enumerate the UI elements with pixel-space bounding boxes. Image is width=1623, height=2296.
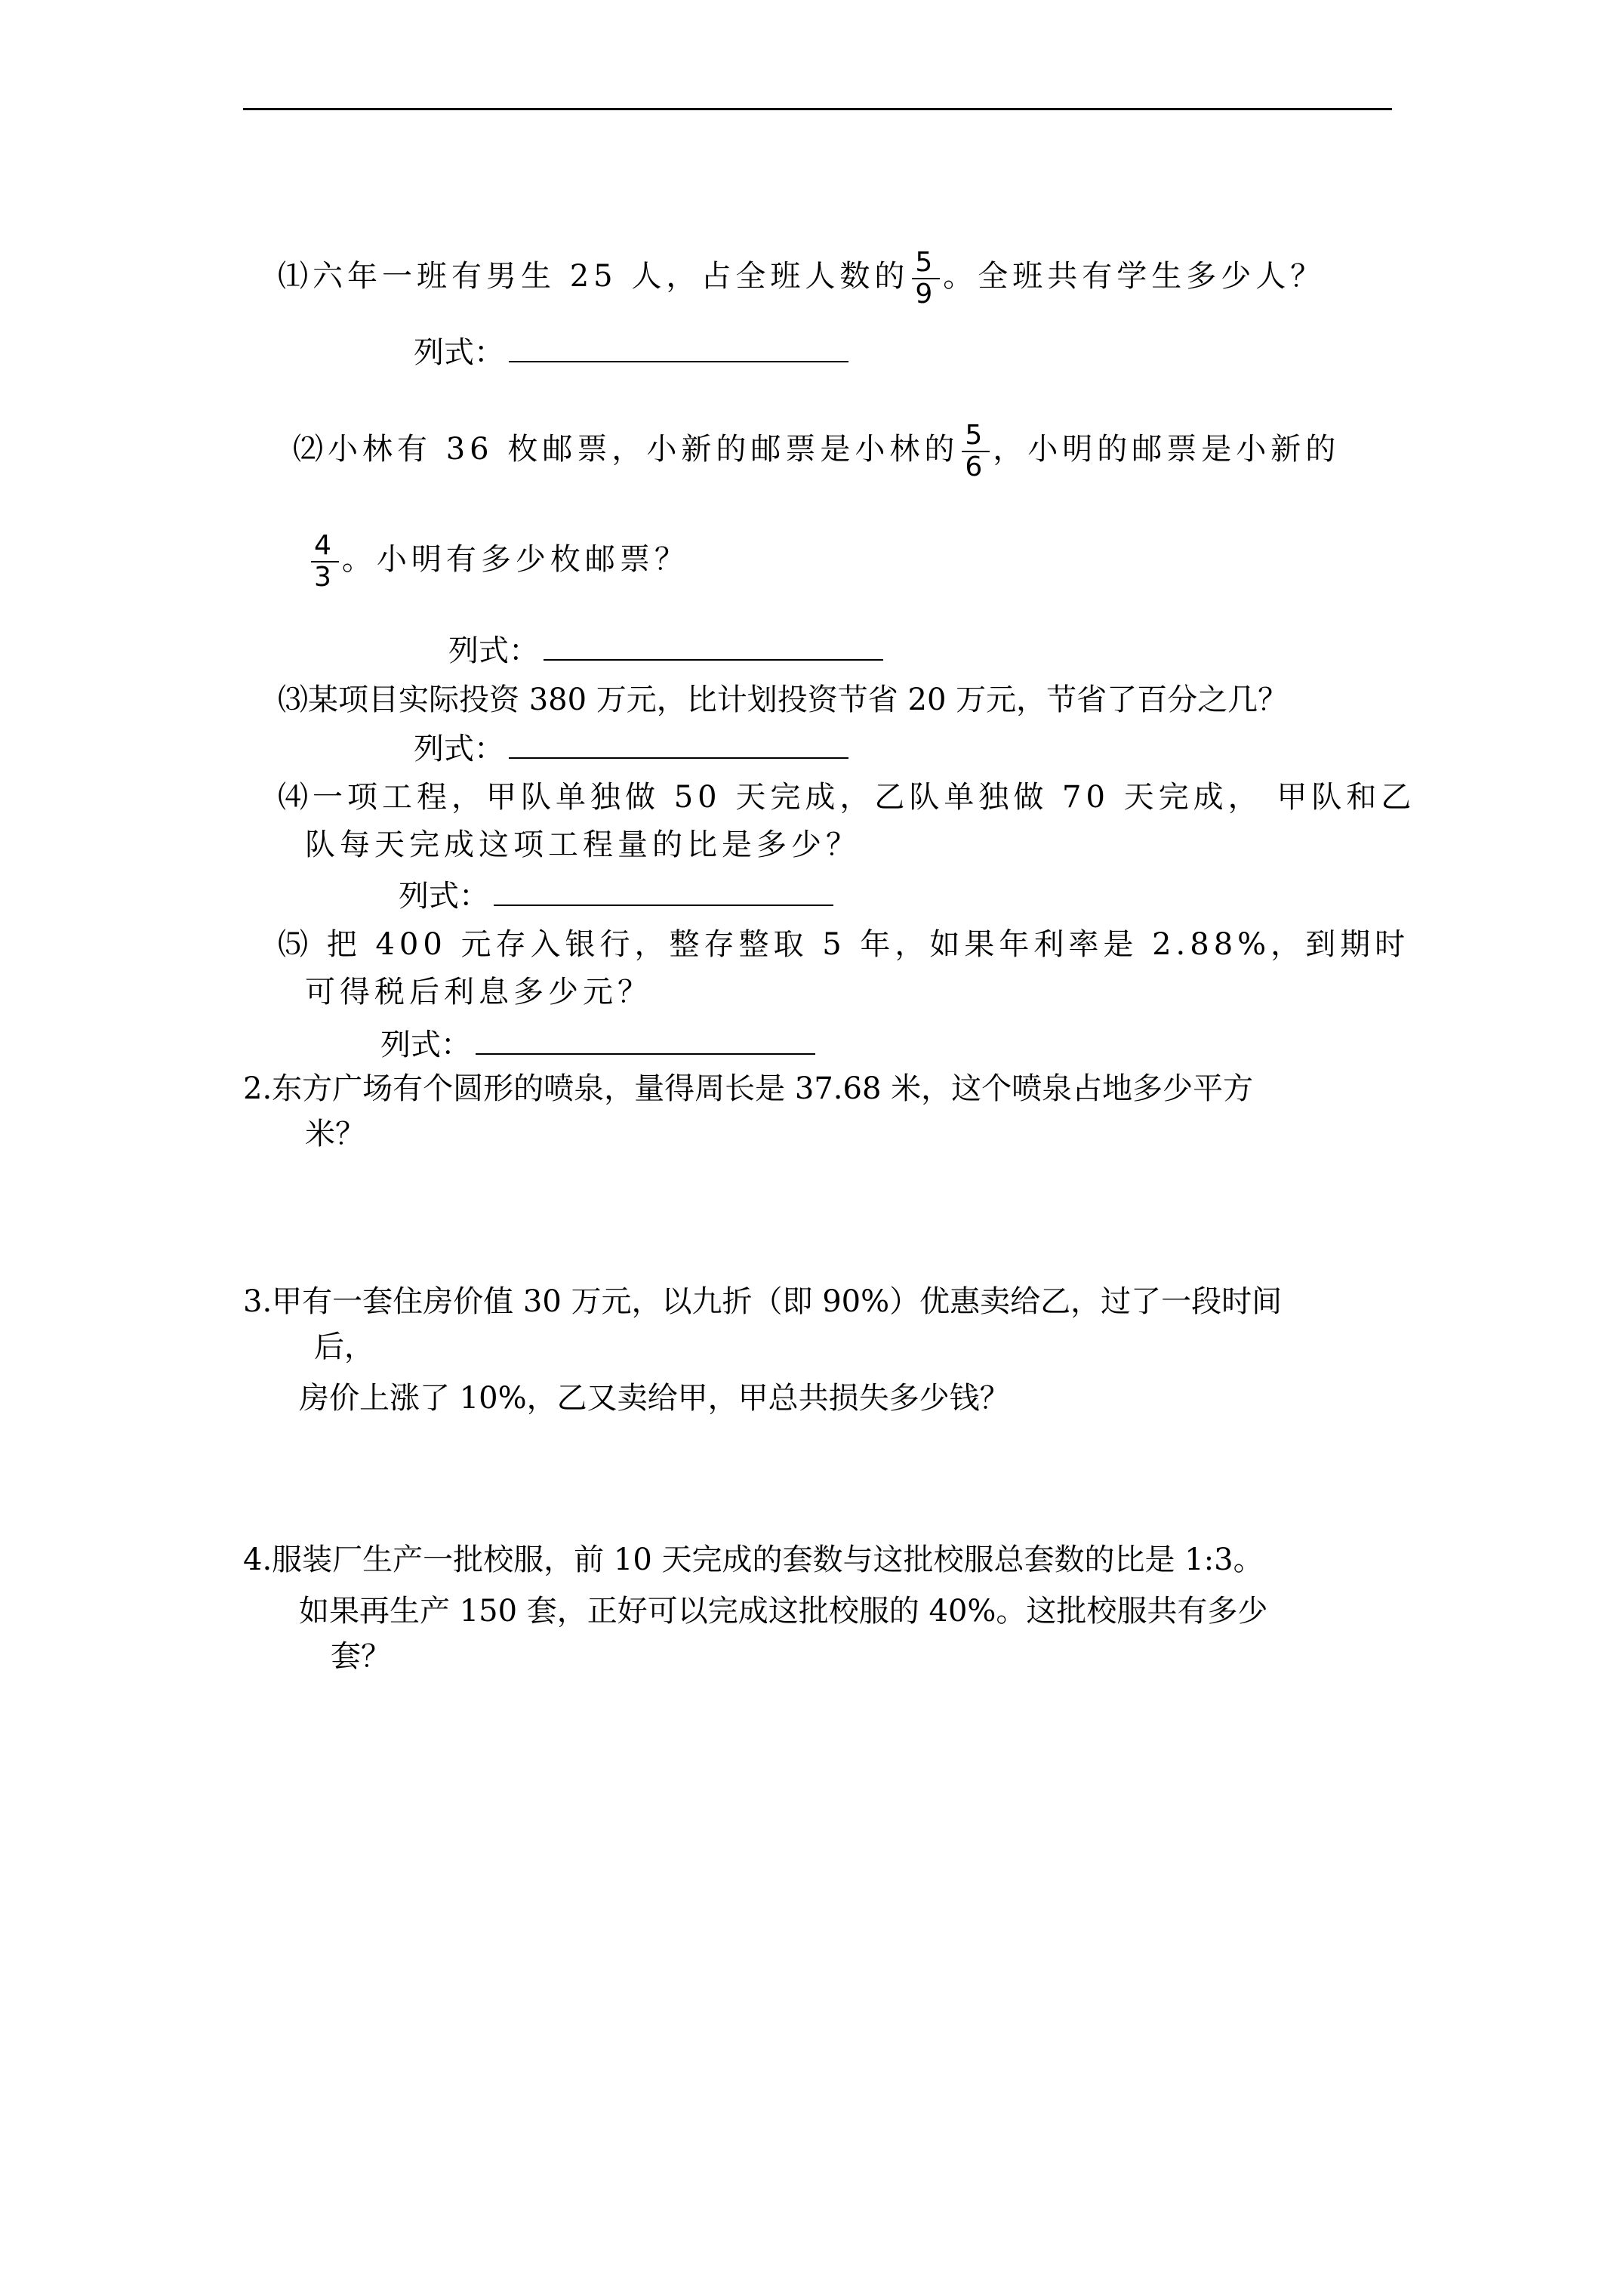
q2-text-line2: $\frac{4}{3}$ 。小明有多少枚邮票？ xyxy=(308,531,689,593)
q2-text-line1: ⑵小林有 36 枚邮票，小新的邮票是小林的 $\frac{5}{6}$ ，小明的邮票是小新的 xyxy=(293,420,1341,482)
p3-text-line3: 房价上涨了 10%，乙又卖给甲，甲总共损失多少钱？ xyxy=(299,1381,1010,1416)
p2-text-line2: 米？ xyxy=(305,1117,365,1151)
q2-fraction-2: $\frac{4}{3}$ xyxy=(311,531,339,593)
q2-fraction-1: $\frac{5}{6}$ xyxy=(962,421,990,482)
q3-formula: 列式： xyxy=(414,729,848,767)
p4-text-line1: 4.服装厂生产一批校服，前 10 天完成的套数与这批校服总套数的比是 1:3。 xyxy=(243,1542,1264,1577)
q2-formula: 列式： xyxy=(448,630,883,669)
p3-text-line1: 3.甲有一套住房价值 30 万元，以九折（即 90%）优惠卖给乙，过了一段时间 xyxy=(243,1284,1283,1319)
p2-text-line1: 2.东方广场有个圆形的喷泉，量得周长是 37.68 米，这个喷泉占地多少平方 xyxy=(243,1071,1254,1106)
p4-text-line3: 套？ xyxy=(331,1639,391,1674)
q2-answer-blank[interactable] xyxy=(544,630,883,661)
q3-text: ⑶某项目实际投资 380 万元，比计划投资节省 20 万元，节省了百分之几？ xyxy=(278,683,1289,717)
q5-formula: 列式： xyxy=(380,1025,815,1063)
q1-fraction: $\frac{5}{9}$ xyxy=(912,248,940,310)
q1-formula: 列式： xyxy=(414,332,848,371)
q4-formula: 列式： xyxy=(399,876,833,914)
q4-answer-blank[interactable] xyxy=(494,876,833,906)
q5-text-line1: ⑸ 把 400 元存入银行，整存整取 5 年，如果年利率是 2.88%，到期时 xyxy=(278,927,1410,962)
q5-answer-blank[interactable] xyxy=(476,1025,815,1055)
q1-text: ⑴六年一班有男生 25 人，占全班人数的 $\frac{5}{9}$ 。全班共有学生多少人？ xyxy=(278,247,1326,310)
q1-answer-blank[interactable] xyxy=(509,332,848,362)
q4-text-line2: 队每天完成这项工程量的比是多少？ xyxy=(305,827,861,862)
q5-text-line2: 可得税后利息多少元？ xyxy=(305,975,652,1009)
header-rule xyxy=(243,108,1392,110)
p4-text-line2: 如果再生产 150 套，正好可以完成这批校服的 40%。这批校服共有多少 xyxy=(299,1594,1268,1629)
q3-answer-blank[interactable] xyxy=(509,729,848,759)
p3-text-line2: 后， xyxy=(314,1330,374,1364)
q4-text-line1: ⑷一项工程，甲队单独做 50 天完成，乙队单独做 70 天完成， 甲队和乙 xyxy=(278,780,1416,815)
